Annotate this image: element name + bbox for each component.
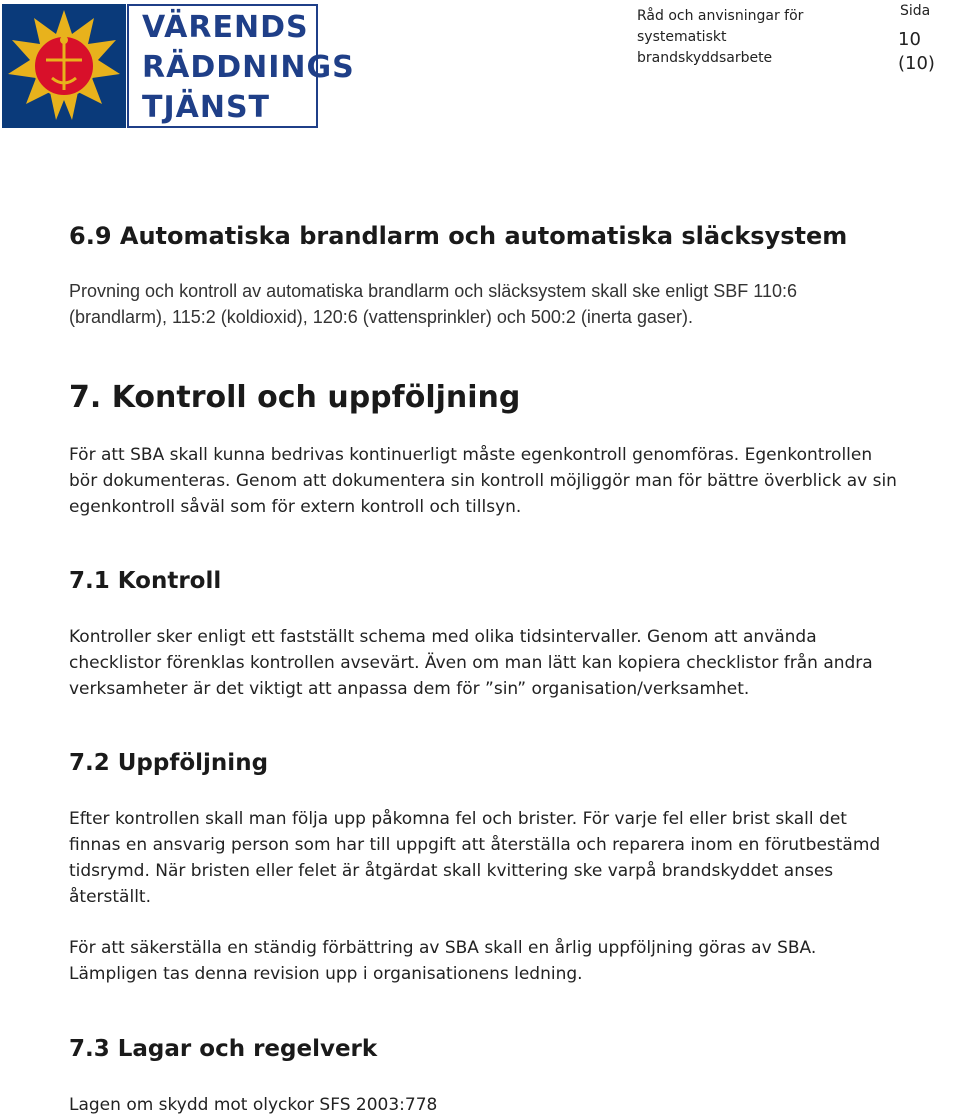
section-heading-7: 7. Kontroll och uppföljning (69, 380, 521, 415)
section-text-7-2-para2: För att säkerställa en ständig förbättring av SBA skall en årlig uppföljning göras av SBA. Lämpligen tas denna revision upp i organisationens ledning. (69, 938, 817, 984)
crest-emblem (2, 4, 126, 128)
fire-service-star-icon (2, 4, 126, 128)
section-text-6-9: Provning och kontroll av automatiska brandlarm och släcksystem skall ske enligt SBF 110:6 (brandlarm), 115:2 (koldioxid), 120:6 (vattensprinkler) och 500:2 (inerta gaser). (69, 281, 797, 327)
section-heading-6-9: 6.9 Automatiska brandlarm och automatiska släcksystem (69, 222, 848, 250)
logo-wordmark (142, 8, 355, 128)
header-title-line1: Råd och anvisningar för (637, 8, 804, 24)
organization-logo (2, 4, 355, 128)
section-text-7-3: Lagen om skydd mot olyckor SFS 2003:778 (69, 1095, 438, 1115)
section-heading-7-2: 7.2 Uppföljning (69, 750, 269, 776)
logo-word: RÄDDNINGS (142, 50, 355, 85)
section-text-7-2-para1: Efter kontrollen skall man följa upp påkomna fel och brister. För varje fel eller brist skall det finnas en ansvarig person som har till uppgift att återställa och reparera inom en förutbestämd tidsrymd. När bristen eller felet är åtgärdat skall kvittering ske varpå brandskyddet anses återställt. (69, 809, 881, 907)
page-number: 10 (10) (898, 29, 935, 74)
section-heading-7-1: 7.1 Kontroll (69, 568, 222, 594)
header-title-line2: systematiskt brandskyddsarbete (637, 29, 773, 66)
logo-word: VÄRENDS (142, 10, 309, 45)
page-label: Sida (900, 3, 931, 19)
section-text-7-1: Kontroller sker enligt ett fastställt schema med olika tidsintervaller. Genom att använda checklistor förenklas kontrollen avsevärt. Även om man lätt kan kopiera checklistor från andra verksamheter är det viktigt att anpassa dem för ”sin” organisation/verksamhet. (69, 627, 873, 699)
section-heading-7-3: 7.3 Lagar och regelverk (69, 1036, 378, 1062)
logo-word: TJÄNST (142, 90, 271, 125)
page-indicator (898, 0, 958, 76)
section-text-7: För att SBA skall kunna bedrivas kontinuerligt måste egenkontroll genomföras. Egenkontrollen bör dokumenteras. Genom att dokumentera sin kontroll möjliggör man för bättre överblick av sin egenkontroll såväl som för extern kontroll och tillsyn. (69, 445, 897, 517)
document-header-title (637, 6, 837, 69)
